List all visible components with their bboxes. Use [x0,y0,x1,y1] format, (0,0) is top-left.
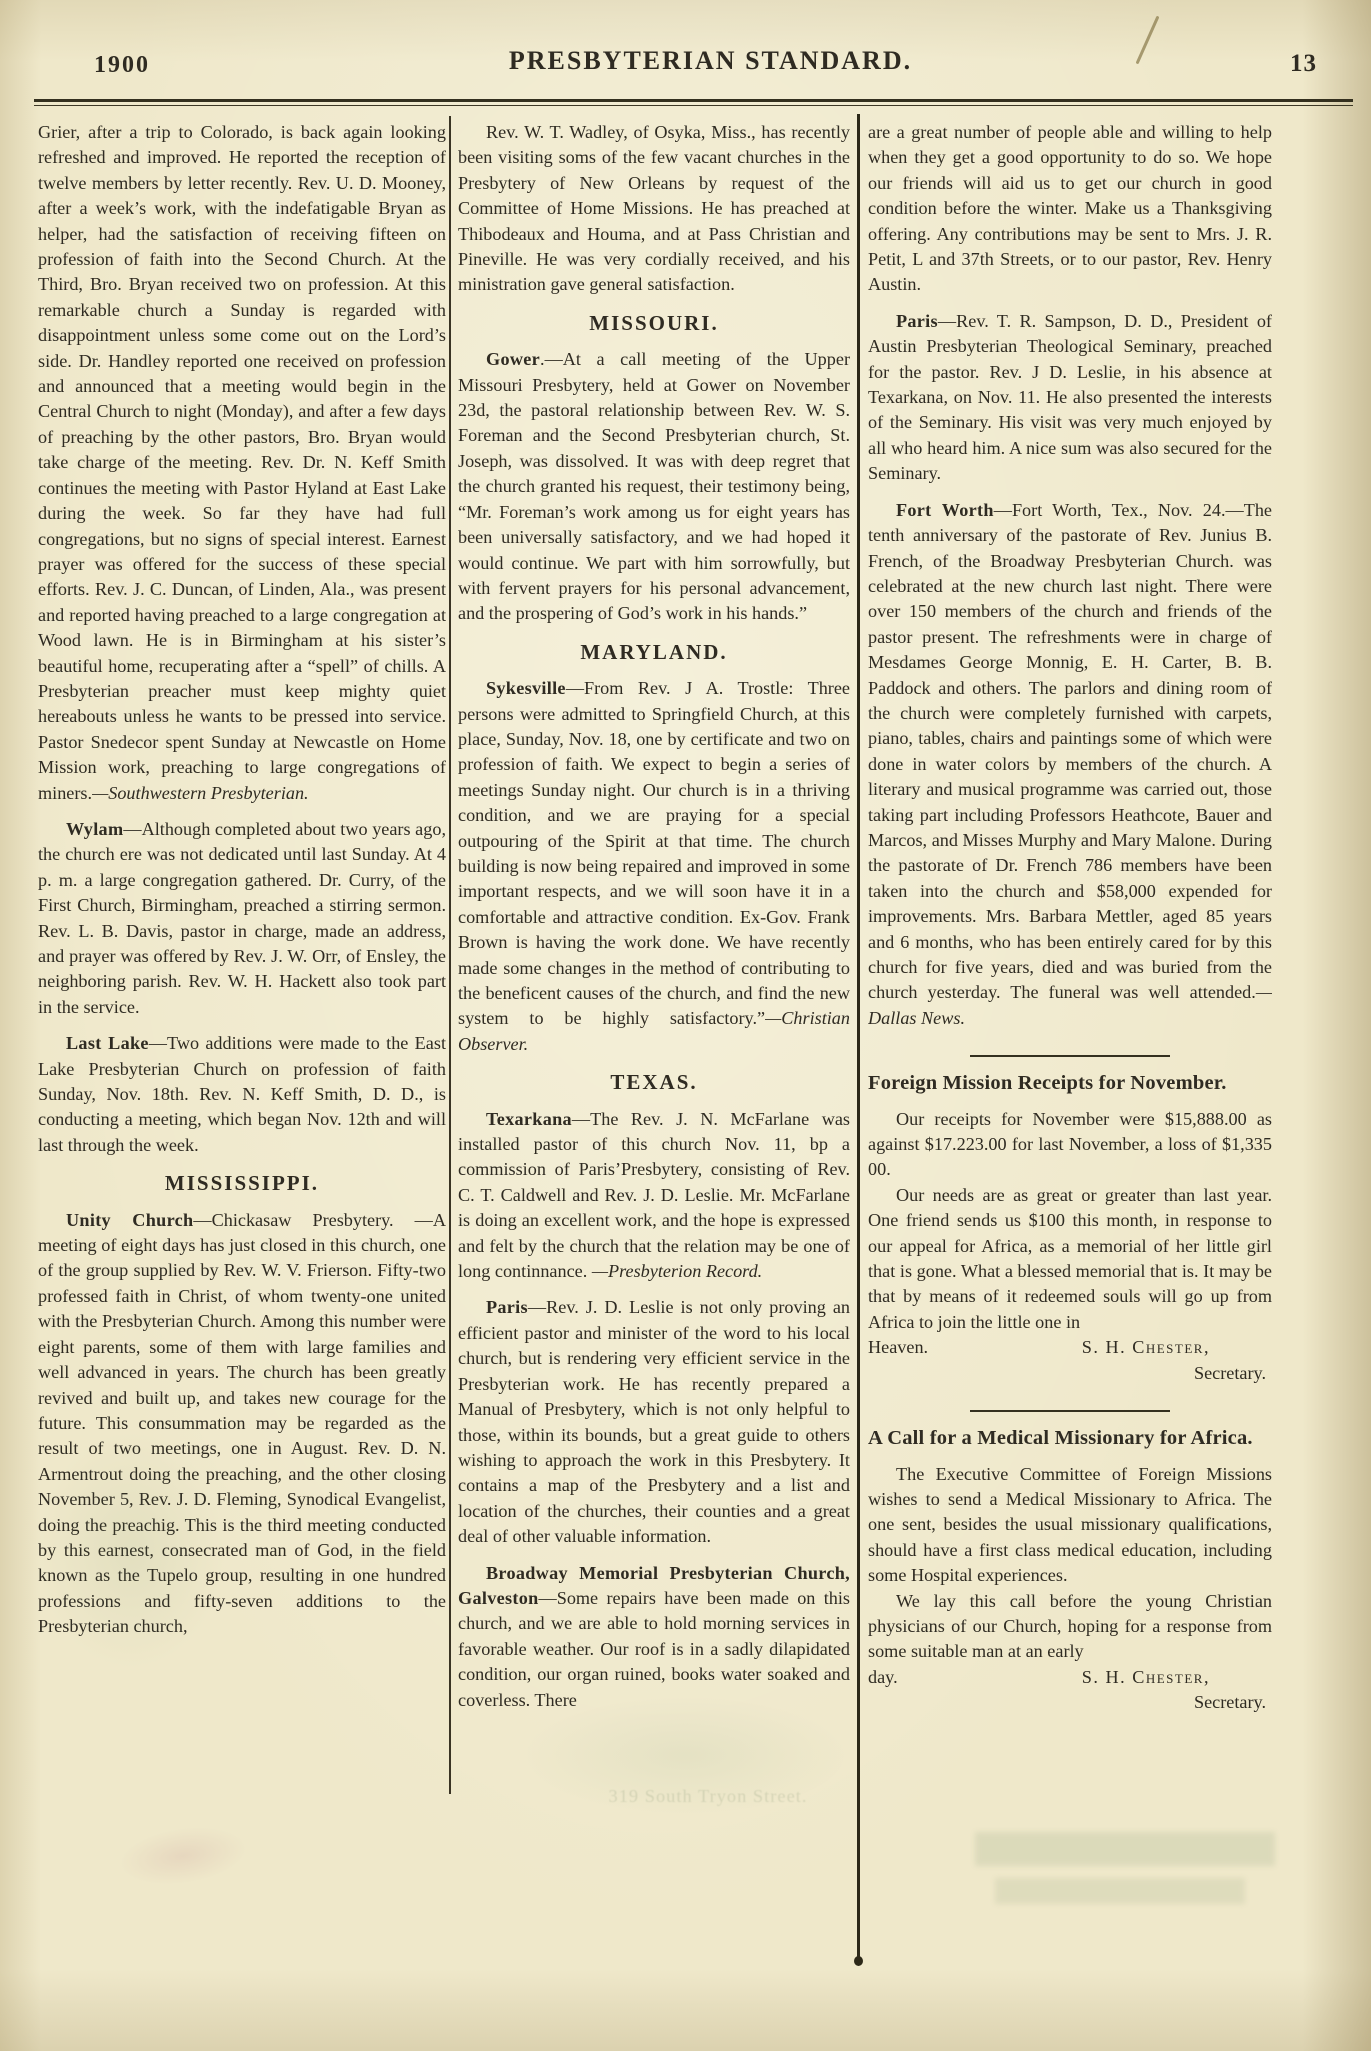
article-heading: A Call for a Medical Missionary for Africa. [868,1427,1253,1450]
signature-title: Secretary. [1193,1692,1266,1713]
article-paragraph: Paris—Rev. J. D. Leslie is not only proving an efficient pastor and minister of the word to his local church, but is rendering very efficient service in the Presbyterian work. He has recently prepared a Manual of Presbytery, which is not only helpful to those, within its bounds, but a great guide to others wishing to approach the work in this Presbytery. It contains a map of the Presbytery and a list and location of the churches, their counties and a great deal of other valuable information. [458,1297,850,1547]
article-lead: Unity Church [66,1209,194,1230]
article-heading: Foreign Mission Receipts for November. [868,1072,1227,1095]
signature-left-text: day. [868,1666,898,1687]
article-paragraph: Fort Worth—Fort Worth, Tex., Nov. 24.—The tenth anniversary of the pastorate of Rev. Junius B. French, of the Broadway Presbyterian Church. was celebrated at the new church last night. There were over 150 members of the church and friends of the pastor present. The refreshments were in charge of Mesdames George Monnig, E. H. Carter, B. B. Paddock and others. The parlors and dining room of the church were completely furnished with carpets, piano, tables, chairs and paintings some of which were done in water colors by members of the church. A literary and musical programme was carried out, those taking part including Professors Heathcote, Bauer and Marcos, and Misses Murphy and Mary Malone. During the pastorate of Dr. French 786 members have been taken into the church and $58,000 expended for improvements. Mrs. Barbara Mettler, aged 85 years and 6 months, who has been entirely cared for by this church for five years, died and was buried from the church yesterday. The funeral was well attended.—Dallas News. [868,499,1272,1028]
article-lead: Sykesville [486,678,566,699]
article-paragraph: Gower.—At a call meeting of the Upper Missouri Presbytery, held at Gower on November 23d, the pastoral relationship between Rev. W. S. Foreman and the Second Presbyterian church, St. Joseph, was dissolved. It was with deep regret that the church granted his request, their testimony being, “Mr. Foreman’s work among us for eight years has been universally satisfactory, and we had hoped it would continue. We part with him sorrowfully, but with fervent prayers for his personal advancement, and the prospering of God’s work in his hands.” [458,349,850,624]
article-lead: Paris [486,1297,528,1318]
masthead [90,46,1331,86]
issue-year: 1900 [94,52,150,78]
state-section-heading: MISSOURI. [589,310,719,335]
signature-block [868,1665,1272,1716]
signature-block [868,1335,1272,1386]
source-citation: —Dallas News. [868,982,1272,1028]
source-citation: —Southwestern Presbyterian. [92,782,309,803]
pink-stain [115,1819,252,1893]
bleed-through-ghost-text: 319 South Tryon Street. [608,1786,808,1806]
section-divider-rule [970,1055,1170,1057]
source-citation: —Presbyterion Record. [591,1261,763,1282]
column-1 [38,120,446,1640]
signature-name: S. H. Chester, [1081,1666,1210,1687]
column-3 [868,120,1272,1716]
article-paragraph: Grier, after a trip to Colorado, is back again looking refreshed and improved. He reported the reception of twelve members by letter recently. Rev. U. D. Mooney, after a week’s work, with the indefatigable Bryan as helper, had the satisfaction of receiving fifteen on profession of faith into the Second Church. At the Third, Bro. Bryan received two on profession. At this remarkable church a Sunday is regarded with disappointment unless some come out on the Lord’s side. Dr. Handley reported one received on profession and announced that a meeting would begin in the Central Church to night (Monday), and after a few days of preaching by the other pastors, Bro. Bryan would take charge of the meeting. Rev. Dr. N. Keff Smith continues the meeting with Pastor Hyland at East Lake during the week. So far they have had full congregations, but no signs of special interest. Earnest prayer was offered for the success of these special efforts. Rev. J. C. Duncan, of Linden, Ala., was present and reported having preached to a large congregation at Wood lawn. He is in Birmingham at his sister’s beautiful home, recuperating after a “spell” of chills. A Presbyterian preacher must keep mighty quiet hereabouts unless he wants to be pressed into service. Pastor Snedecor spent Sunday at Newcastle on Home Mission work, preaching to large congregations of miners.—Southwestern Presbyterian. [38,122,446,803]
article-paragraph: Our receipts for November were $15,888.00 as against $17.223.00 for last November, a loss of $1,335 00. [868,1108,1272,1180]
masthead-rule [34,99,1353,106]
bleed-through-smudge [995,1878,1245,1904]
column-divider-1 [449,116,451,1794]
article-paragraph: We lay this call before the young Christian physicians of our Church, hoping for a response from some suitable man at an early [868,1590,1272,1662]
source-citation: —Christian Observer. [458,1008,850,1054]
column-2 [458,120,850,1713]
article-paragraph: are a great number of people able and willing to help when they get a good opportunity to do so. We hope our friends will aid us to get our church in good condition before the winter. Make us a Thanksgiving offering. Any contributions may be sent to Mrs. J. R. Petit, L and 37th Streets, or to our pastor, Rev. Henry Austin. [868,122,1272,295]
article-paragraph: Unity Church—Chickasaw Presbytery. —A meeting of eight days has just closed in this church, one of the group supplied by Rev. W. V. Frierson. Fifty-two professed faith in Christ, of whom twenty-one united with the Presbyterian Church. Among this number were eight parents, some of them with large families and well advanced in years. The church has been greatly revived and built up, and takes new courage for the future. This consummation may be regarded as the result of two meetings, one in August. Rev. D. N. Armentrout doing the preaching, and the other closing November 5, Rev. J. D. Fleming, Synodical Evangelist, doing the preachig. This is the third meeting conducted by this earnest, consecrated man of God, in the field known as the Tupelo group, resulting in one hundred professions and fifty-seven additions to the Presbyterian church, [38,1209,446,1637]
signature-left-text: Heaven. [868,1337,929,1358]
article-lead: Texarkana [486,1108,572,1129]
signature-title: Secretary. [1193,1362,1266,1383]
article-lead: Fort Worth [896,499,994,520]
page-number: 13 [1290,50,1317,77]
article-paragraph: Texarkana—The Rev. J. N. McFarlane was installed pastor of this church Nov. 11, bp a commission of Paris’Presbytery, consisting of Rev. C. T. Caldwell and Rev. J. D. Leslie. Mr. McFarlane is doing an excellent work, and the hope is expressed and felt by the church that the relation may be one of long continnance. —Presbyterion Record. [458,1108,850,1282]
page-title: PRESBYTERIAN STANDARD. [508,46,913,75]
article-lead: Last Lake [66,1033,149,1054]
column-divider-2 [857,114,860,1962]
section-divider-rule [970,1410,1170,1412]
article-paragraph: Rev. W. T. Wadley, of Osyka, Miss., has recently been visiting soms of the few vacant churches in the Presbytery of New Orleans by request of the Committee of Home Missions. He has preached at Thibodeaux and Houma, and at Pass Christian and Pineville. He was very cordially received, and his ministration gave general satisfaction. [458,122,850,295]
signature-name: S. H. Chester, [1081,1337,1210,1358]
article-paragraph: Wylam—Although completed about two years ago, the church ere was not dedicated until last Sunday. At 4 p. m. a large congregation gathered. Dr. Curry, of the First Church, Birmingham, preached a stirring sermon. Rev. L. B. Davis, pastor in charge, made an address, and prayer was offered by Rev. J. W. Orr, of Ensley, the neighboring parish. Rev. W. H. Hackett also took part in the service. [38,818,446,1017]
article-paragraph: Our needs are as great or greater than last year. One friend sends us $100 this month, in response to our appeal for Africa, as a memorial of her little girl that is gone. What a blessed memorial that is. It may be that by means of it redeemed souls will go up from Africa to join the little one in [868,1184,1272,1332]
article-lead: Paris [896,310,938,331]
article-paragraph: Last Lake—Two additions were made to the East Lake Presbyterian Church on profession of faith Sunday, Nov. 18th. Rev. N. Keff Smith, D. D., is conducting a meeting, which began Nov. 12th and will last through the week. [38,1033,446,1155]
article-lead: Wylam [66,818,124,839]
article-paragraph: Paris—Rev. T. R. Sampson, D. D., President of Austin Presbyterian Theological Seminary, preached for the pastor. Rev. J D. Leslie, in his absence at Texarkana, on Nov. 11. He also presented the interests of the Seminary. His visit was very much enjoyed by all who heard him. A nice sum was also secured for the Seminary. [868,310,1272,484]
state-section-heading: TEXAS. [610,1070,698,1095]
article-lead: Broadway Memorial Presbyterian Church, Galveston [458,1562,850,1608]
article-lead: Gower [486,349,541,370]
bleed-through-smudge [975,1832,1275,1866]
state-section-heading: MISSISSIPPI. [164,1171,320,1196]
article-paragraph: Sykesville—From Rev. J A. Trostle: Three persons were admitted to Springfield Church, at this place, Sunday, Nov. 18, one by certificate and two on profession of faith. We expect to begin a series of meetings Sunday night. Our church is in a thriving condition, and we are praying for a special outpouring of the Spirit at that time. The church building is now being repaired and improved in some important respects, and we will soon have it in a comfortable and attractive condition. Ex-Gov. Frank Brown is having the work done. We have recently made some changes in the method of contributing to the beneficent causes of the church, and find the new system to be highly satisfactory.”—Christian Observer. [458,678,850,1054]
article-paragraph: The Executive Committee of Foreign Missions wishes to send a Medical Missionary to Africa. The one sent, besides the usual missionary qualifications, should have a first class medical education, including some Hospital experiences. [868,1463,1272,1586]
state-section-heading: MARYLAND. [580,639,728,664]
article-paragraph: Broadway Memorial Presbyterian Church, Galveston—Some repairs have been made on this church, and we are able to hold morning services in favorable weather. Our roof is in a sadly dilapidated condition, our organ ruined, books water soaked and coverless. There [458,1562,850,1710]
